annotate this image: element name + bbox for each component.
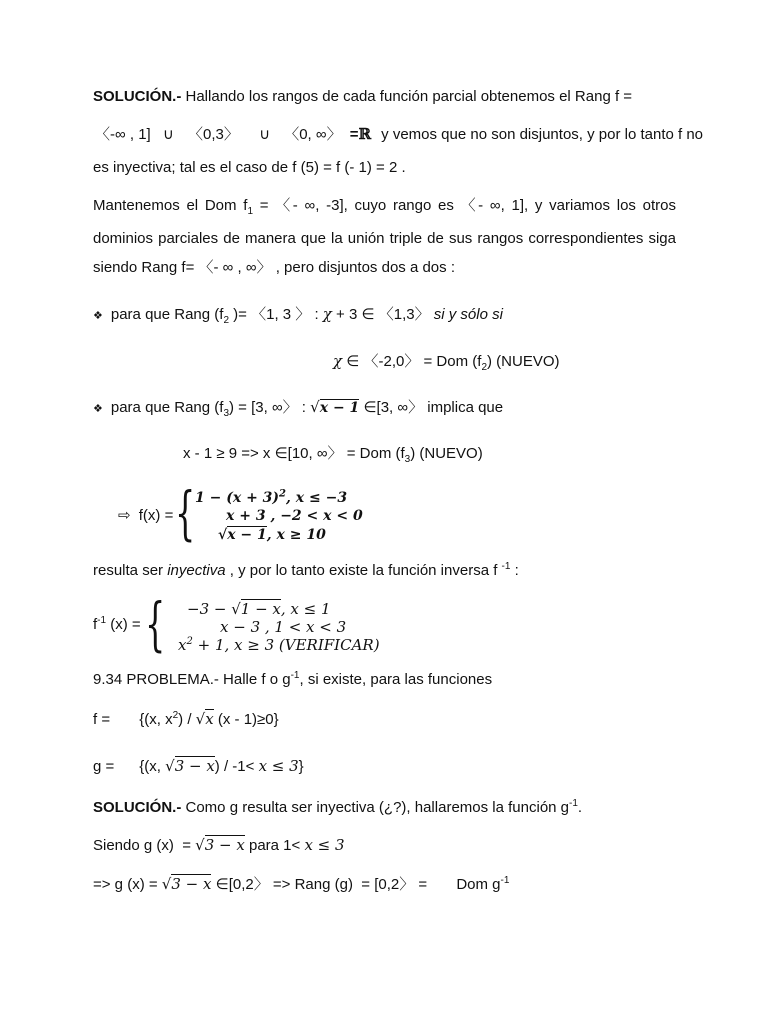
radicand: x − 1 xyxy=(227,527,267,543)
text-span: ) / xyxy=(178,711,196,728)
union-symbol: ∪ xyxy=(162,126,174,143)
paragraph-line: dominios parciales de manera que la unión triple de sus rangos correspondientes siga xyxy=(93,230,676,247)
left-brace: { xyxy=(175,479,196,547)
text-span: ) = [3, ∞〉 : xyxy=(229,399,311,416)
text-span: => g (x) = xyxy=(93,876,162,893)
interval-a: 〈-∞ , 1] xyxy=(95,126,151,143)
superscript: -1 xyxy=(501,561,511,572)
piece-row xyxy=(218,526,326,544)
paragraph-line xyxy=(93,197,676,215)
bullet-item xyxy=(93,398,503,418)
piece-row xyxy=(195,489,347,507)
text-span: + 1, x ≥ 3 (VERIFICAR) xyxy=(192,636,380,654)
text-span: para que Rang (f xyxy=(110,399,224,416)
left-brace: { xyxy=(145,590,166,658)
text-span: x xyxy=(178,636,187,654)
sqrt-symbol: √ xyxy=(231,600,241,618)
text-span: 1 − (x + 3) xyxy=(195,490,280,506)
chi-symbol: χ xyxy=(322,305,332,323)
subscript: 3 xyxy=(223,408,230,419)
range-union-text: y vemos que no son disjuntos, y por lo tanto f no xyxy=(381,126,704,143)
f-definition xyxy=(93,710,279,729)
paragraph-line xyxy=(93,562,519,580)
sqrt-symbol: √ xyxy=(195,836,205,854)
text-span: 9.34 PROBLEMA.- Halle f o g xyxy=(93,671,291,688)
domain-line xyxy=(183,445,483,463)
text-span: ∈ 〈-2,0〉 = Dom (f xyxy=(342,353,482,370)
radicand: x − 1 xyxy=(319,400,360,416)
subscript: 3 xyxy=(404,454,411,465)
text-span: ) / -1< xyxy=(214,758,259,775)
solution-heading-line xyxy=(93,799,582,817)
piece-row xyxy=(178,636,380,654)
interval-c: 〈0, ∞〉 xyxy=(284,126,342,143)
problem-heading xyxy=(93,671,492,689)
text-span: = 〈- ∞, -3], cuyo rango es 〈- ∞, 1], y variamos los otros xyxy=(253,197,676,214)
math-span: x ≤ 3 xyxy=(258,757,299,775)
text-span: + 3 ∈ 〈1,3〉 xyxy=(331,306,434,323)
text-span: (x - 1)≥0} xyxy=(213,711,279,728)
superscript: 2 xyxy=(172,710,179,721)
bullet-icon: ❖ xyxy=(93,310,103,322)
equals-sign: = xyxy=(349,126,359,143)
range-union-line xyxy=(95,125,703,144)
math-span: x ≤ 3 xyxy=(304,836,345,854)
italic-text: inyectiva xyxy=(167,562,226,579)
text-span: ∈[0,2〉 => Rang (g) = [0,2〉 = Dom g xyxy=(211,876,501,893)
solution-text: Hallando los rangos de cada función parcial obtenemos el Rang f = xyxy=(181,88,633,105)
italic-text: si y sólo si xyxy=(433,306,503,323)
text-span: )= 〈1, 3 〉 : xyxy=(229,306,323,323)
radicand: 3 − x xyxy=(171,875,212,893)
bullet-icon: ❖ xyxy=(93,403,103,415)
paragraph-line: es inyectiva; tal es el caso de f (5) = f (- 1) = 2 . xyxy=(93,159,406,176)
interval-b: 〈0,3〉 xyxy=(188,126,239,143)
text-span: x - 1 ≥ 9 => x ∈[10, ∞〉 = Dom (f xyxy=(183,445,405,462)
text-span: −3 − xyxy=(187,600,232,618)
radicand: 1 − x xyxy=(240,600,281,618)
text-span: para 1< xyxy=(244,837,305,854)
text-span: f = {(x, x xyxy=(93,711,173,728)
sqrt-symbol: √ xyxy=(218,527,228,543)
paragraph-line: siendo Rang f= 〈- ∞ , ∞〉 , pero disjuntos dos a dos : xyxy=(93,259,455,276)
bullet-item xyxy=(93,305,503,325)
text-span: resulta ser xyxy=(93,562,168,579)
superscript: -1 xyxy=(569,798,578,809)
superscript: -1 xyxy=(97,615,107,626)
text-span: , x ≥ 10 xyxy=(266,527,326,543)
text-span: ) (NUEVO) xyxy=(487,353,560,370)
text-span: , si existe, para las funciones xyxy=(299,671,493,688)
text-span: } xyxy=(298,758,304,775)
sqrt-symbol: √ xyxy=(195,710,206,728)
subscript: 1 xyxy=(247,206,253,217)
g-definition xyxy=(93,757,304,776)
text-span: Mantenemos el Dom f xyxy=(93,197,248,214)
text-span: , x ≤ 1 xyxy=(280,600,331,618)
text-span: ∈[3, ∞〉 implica que xyxy=(359,399,504,416)
text-span: , y por lo tanto existe la función inversa f xyxy=(225,562,502,579)
chi-symbol: χ xyxy=(333,352,343,370)
solution-label: SOLUCIÓN.- xyxy=(93,88,182,105)
piecewise-lhs xyxy=(93,616,141,634)
text-span: Siendo g (x) = xyxy=(93,837,196,854)
solution-heading-line xyxy=(93,88,632,106)
superscript: 2 xyxy=(186,636,193,647)
radicand: x xyxy=(205,710,214,728)
function-label: f(x) = xyxy=(138,507,174,524)
piece-row xyxy=(187,600,331,618)
paragraph-line xyxy=(93,836,345,855)
sqrt-symbol: √ xyxy=(161,875,172,893)
solution-label: SOLUCIÓN.- xyxy=(93,799,182,816)
text-span: Como g resulta ser inyectiva (¿?), hallaremos la función g xyxy=(181,799,570,816)
superscript: -1 xyxy=(290,670,300,681)
text-span: (x) = xyxy=(106,616,141,633)
piece-row: x + 3 , −2 < x < 0 xyxy=(226,508,363,524)
subscript: 2 xyxy=(481,362,487,373)
real-numbers-symbol: ℝ xyxy=(358,125,371,143)
paragraph-line xyxy=(93,875,509,894)
superscript: -1 xyxy=(500,875,510,886)
union-symbol: ∪ xyxy=(259,126,271,143)
text-span: g = {(x, xyxy=(93,758,166,775)
text-span: para que Rang (f xyxy=(110,306,224,323)
sqrt-symbol: √ xyxy=(165,757,175,775)
text-span: , x ≤ −3 xyxy=(286,490,348,506)
piece-row: x − 3 , 1 < x < 3 xyxy=(220,618,347,636)
text-span: : xyxy=(510,562,519,579)
radicand: 3 − x xyxy=(204,836,245,854)
text-span: f xyxy=(93,616,98,633)
arrow-icon: ⇨ xyxy=(118,507,131,524)
superscript: 2 xyxy=(279,488,287,500)
text-span: ) (NUEVO) xyxy=(410,445,483,462)
domain-line xyxy=(333,352,560,371)
piecewise-lhs xyxy=(118,507,173,525)
subscript: 2 xyxy=(223,315,230,326)
text-span: . xyxy=(577,799,583,816)
radicand: 3 − x xyxy=(174,757,215,775)
sqrt-symbol: √ xyxy=(310,398,320,416)
